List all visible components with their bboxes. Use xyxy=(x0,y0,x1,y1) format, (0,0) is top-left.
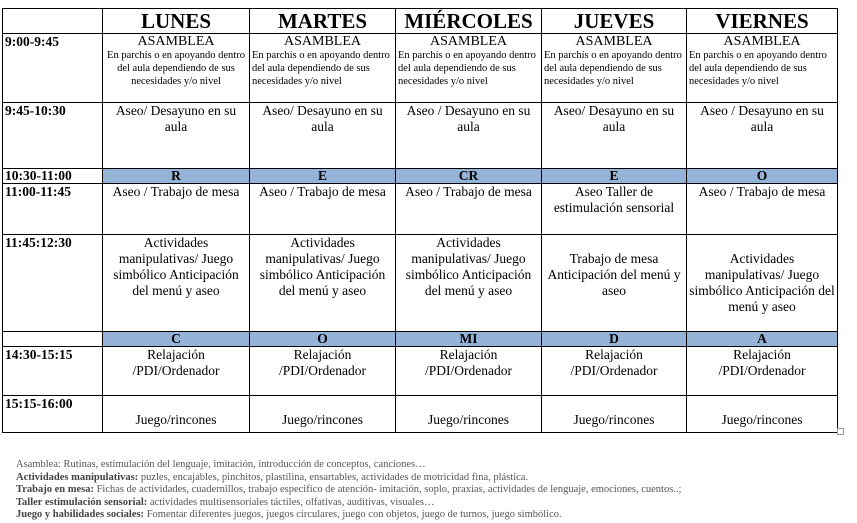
time-slot: 9:45-10:30 xyxy=(3,103,103,169)
activity-cell xyxy=(687,396,838,433)
time-slot: 15:15-16:00 xyxy=(3,396,103,433)
note-line xyxy=(16,484,681,497)
band-letter: C xyxy=(103,332,250,347)
activity-text: Relajación /PDI/Ordenador xyxy=(718,347,806,378)
activity-description: En parchís o en apoyando dentro del aula dependiendo de sus necesidades y/o nivel xyxy=(689,50,827,87)
activity-text: Juego/rincones xyxy=(282,412,363,427)
activity-title: ASAMBLEA xyxy=(137,34,215,49)
activity-cell xyxy=(396,184,542,235)
activity-cell xyxy=(542,347,687,396)
activity-text: Aseo/ Desayuno en su aula xyxy=(115,103,237,134)
time-slot: 14:30-15:15 xyxy=(3,347,103,396)
note-line xyxy=(16,509,681,522)
activity-text: Aseo Taller de estimulación sensorial xyxy=(553,184,675,215)
note-text: Asamblea: Rutinas, estimulación del lenguaje, imitación, introducción de conceptos, canciones… xyxy=(16,459,426,470)
note-line xyxy=(16,459,681,472)
band-letter: E xyxy=(542,169,687,184)
time-slot: 11:45:12:30 xyxy=(3,235,103,332)
activity-cell xyxy=(250,184,396,235)
band-letter: A xyxy=(687,332,838,347)
band-letter: O xyxy=(250,332,396,347)
schedule-row xyxy=(3,396,838,433)
activity-description: En parchís o en apoyando dentro del aula dependiendo de sus necesidades y/o nivel xyxy=(398,50,536,87)
break-band-row xyxy=(3,169,838,184)
activity-cell xyxy=(542,235,687,332)
break-band-row xyxy=(3,332,838,347)
day-header: VIERNES xyxy=(687,9,838,34)
activity-text: Juego/rincones xyxy=(428,412,509,427)
activity-cell xyxy=(687,235,838,332)
activity-title: ASAMBLEA xyxy=(575,34,653,49)
day-header: JUEVES xyxy=(542,9,687,34)
band-letter: E xyxy=(250,169,396,184)
activity-cell xyxy=(687,184,838,235)
corner-cell xyxy=(3,9,103,34)
band-letter: O xyxy=(687,169,838,184)
activity-text: Aseo / Trabajo de mesa xyxy=(698,184,826,199)
activity-cell xyxy=(250,34,396,103)
note-line xyxy=(16,472,681,485)
activity-cell xyxy=(396,235,542,332)
band-letter: D xyxy=(542,332,687,347)
note-text: puzles, encajables, pinchitos, plastilina, ensartables, actividades de motricidad fina, plástica. xyxy=(138,471,529,483)
activity-title: ASAMBLEA xyxy=(429,34,507,49)
legend-notes xyxy=(16,459,681,522)
day-header: MARTES xyxy=(250,9,396,34)
activity-text: Relajación /PDI/Ordenador xyxy=(570,347,658,378)
band-letter: CR xyxy=(396,169,542,184)
note-text: Fichas de actividades, cuadernillos, trabajo especifico de atención- imitación, soplo, praxias, actividades de lenguaje, emociones, cuentos..; xyxy=(93,484,682,495)
note-text: actividades multisensoriales táctiles, olfativas, auditivas, visuales… xyxy=(147,496,435,508)
activity-text: Juego/rincones xyxy=(135,412,217,427)
activity-cell xyxy=(542,184,687,235)
note-line xyxy=(16,497,681,510)
activity-text: Actividades manipulativas/ Juego simbólico Anticipación del menú y aseo xyxy=(689,251,835,314)
activity-text: Aseo/ Desayuno en su aula xyxy=(553,103,675,134)
activity-text: Actividades manipulativas/ Juego simbólico Anticipación del menú y aseo xyxy=(405,235,532,298)
schedule-row xyxy=(3,235,838,332)
day-header: MIÉRCOLES xyxy=(396,9,542,34)
schedule-row xyxy=(3,184,838,235)
activity-text: Actividades manipulativas/ Juego simbólico Anticipación del menú y aseo xyxy=(259,235,386,298)
activity-description: En parchís o en apoyando dentro del aula dependiendo de sus necesidades y/o nivel xyxy=(252,50,390,87)
activity-cell xyxy=(250,347,396,396)
activity-cell xyxy=(103,184,250,235)
activity-text: Relajación /PDI/Ordenador xyxy=(425,347,512,378)
activity-cell xyxy=(396,396,542,433)
activity-text: Aseo / Desayuno en su aula xyxy=(700,103,824,134)
activity-cell xyxy=(250,235,396,332)
note-label: Juego y habilidades sociales: xyxy=(16,509,145,520)
activity-text: Juego/rincones xyxy=(721,412,803,427)
activity-text: Aseo / Trabajo de mesa xyxy=(259,184,386,199)
activity-cell xyxy=(250,396,396,433)
activity-cell xyxy=(396,103,542,169)
band-letter: MI xyxy=(396,332,542,347)
activity-text: Relajación /PDI/Ordenador xyxy=(279,347,366,378)
activity-cell xyxy=(103,396,250,433)
time-slot: 10:30-11:00 xyxy=(3,169,103,184)
table-resize-handle[interactable] xyxy=(837,428,844,435)
schedule-row xyxy=(3,34,838,103)
activity-title: ASAMBLEA xyxy=(723,34,801,49)
activity-text: Actividades manipulativas/ Juego simbólico Anticipación del menú y aseo xyxy=(113,235,239,298)
day-header: LUNES xyxy=(103,9,250,34)
schedule-table xyxy=(2,8,838,433)
activity-text: Aseo / Trabajo de mesa xyxy=(405,184,532,199)
activity-cell xyxy=(250,103,396,169)
activity-text: Relajación /PDI/Ordenador xyxy=(132,347,220,378)
activity-cell xyxy=(542,103,687,169)
note-label: Actividades manipulativas: xyxy=(16,471,139,483)
activity-cell xyxy=(687,347,838,396)
activity-cell xyxy=(687,34,838,103)
schedule-row xyxy=(3,103,838,169)
activity-cell xyxy=(103,34,250,103)
note-label: Taller estimulación sensorial: xyxy=(16,496,148,508)
activity-cell xyxy=(396,34,542,103)
time-slot xyxy=(3,332,103,347)
time-slot: 9:00-9:45 xyxy=(3,34,103,103)
activity-text: Juego/rincones xyxy=(573,412,655,427)
activity-text: Aseo / Trabajo de mesa xyxy=(112,184,240,199)
activity-cell xyxy=(103,235,250,332)
note-label: Trabajo en mesa: xyxy=(16,484,94,495)
activity-cell xyxy=(103,103,250,169)
activity-cell xyxy=(396,347,542,396)
activity-description: En parchís o en apoyando dentro del aula dependiendo de sus necesidades y/o nivel xyxy=(107,50,245,87)
activity-description: En parchís o en apoyando dentro del aula dependiendo de sus necesidades y/o nivel xyxy=(544,50,682,87)
activity-title: ASAMBLEA xyxy=(283,34,361,49)
time-slot: 11:00-11:45 xyxy=(3,184,103,235)
schedule-row xyxy=(3,347,838,396)
activity-cell xyxy=(542,34,687,103)
activity-cell xyxy=(542,396,687,433)
activity-cell xyxy=(103,347,250,396)
activity-text: Trabajo de mesa Anticipación del menú y aseo xyxy=(547,251,681,298)
band-letter: R xyxy=(103,169,250,184)
activity-text: Aseo / Desayuno en su aula xyxy=(406,103,531,134)
header-row xyxy=(3,9,838,34)
activity-cell xyxy=(687,103,838,169)
activity-text: Aseo/ Desayuno en su aula xyxy=(262,103,383,134)
note-text: Fomentar diferentes juegos, juegos circulares, juego con objetos, juego de turnos, juego simbólico. xyxy=(144,509,562,520)
